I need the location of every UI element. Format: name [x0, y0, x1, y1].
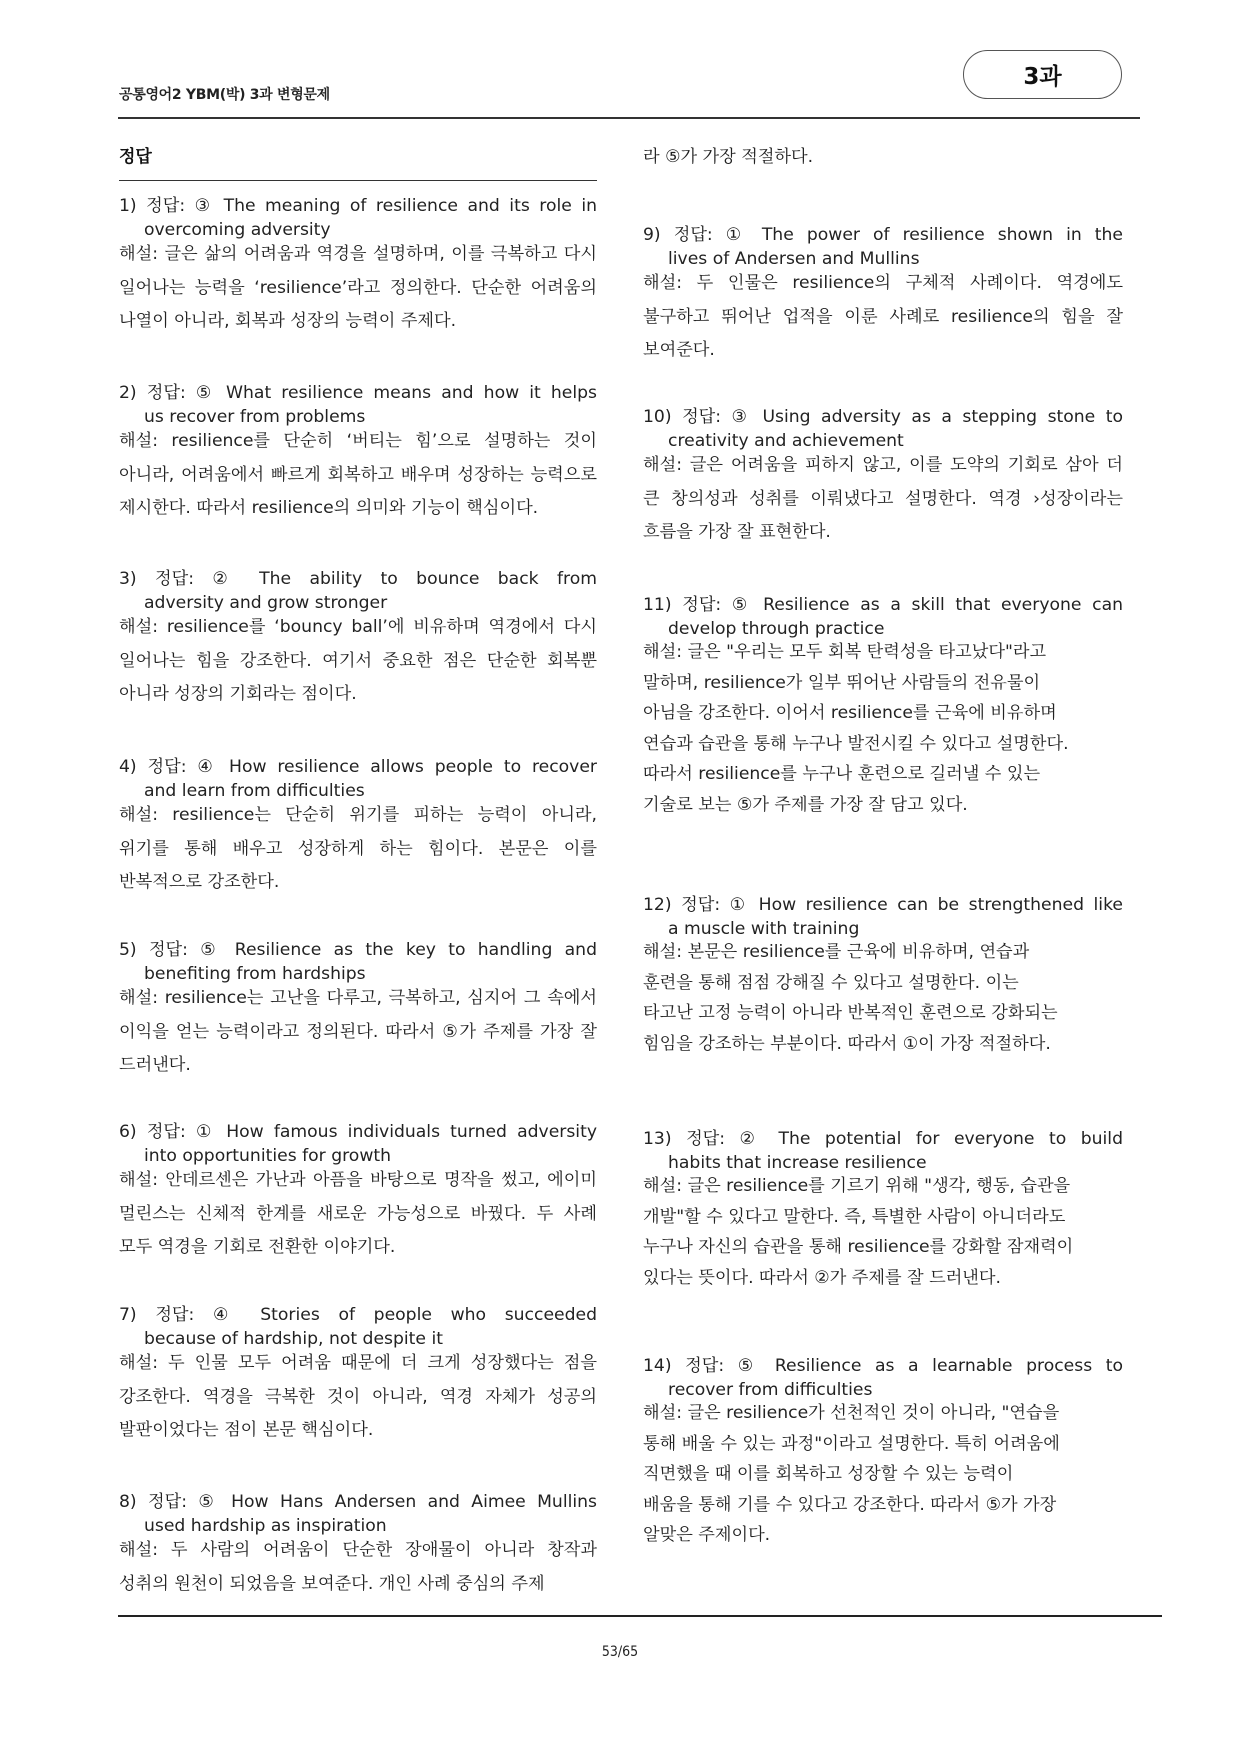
- answer-item: [119, 938, 597, 1083]
- answer-choice-text: 정답: ② The potential for everyone to build: [686, 1129, 1123, 1149]
- answer-explanation: 해설: 글은 어려움을 피하지 않고, 이를 도약의 기회로 삼아 더 큰 창의성과 성취를 이뤄냈다고 설명한다. 역경 ›성장이라는 흐름을 가장 잘 표현한다.: [643, 455, 1123, 542]
- answer-explanation-line: 알맞은 주제이다.: [643, 1525, 771, 1545]
- answer-number: 7): [119, 1305, 137, 1325]
- answer-explanation: 해설: resilience는 고난을 다루고, 극복하고, 심지어 그 속에서 이익을 얻는 능력이라고 정의된다. 따라서 ⑤가 주제를 가장 잘 드러낸다.: [119, 988, 597, 1075]
- answer-number: 13): [643, 1129, 672, 1149]
- answer-item: [119, 381, 597, 526]
- answer-explanation-line: 아님을 강조한다. 이어서 resilience를 근육에 비유하며: [643, 703, 1057, 723]
- answer-choice-continuation: into opportunities for growth: [144, 1146, 392, 1166]
- answer-choice-continuation: benefiting from hardships: [144, 964, 366, 984]
- answer-number: 11): [643, 595, 672, 615]
- answer-number: 5): [119, 940, 137, 960]
- answer-explanation-line: 해설: 본문은 resilience를 근육에 비유하며, 연습과: [643, 942, 1030, 962]
- lesson-badge: [963, 50, 1122, 99]
- answer-explanation-line: 해설: 글은 "우리는 모두 회복 탄력성을 타고났다"라고: [643, 642, 1047, 662]
- answer-choice-text: 정답: ① How famous individuals turned adversity: [146, 1122, 597, 1142]
- answer-explanation: 해설: resilience를 단순히 ‘버티는 힘’으로 설명하는 것이 아니라, 어려움에서 빠르게 회복하고 배우며 성장하는 능력으로 제시한다. 따라서 resilience의 의미와 기능이 핵심이다.: [119, 431, 597, 518]
- answer-choice-line: [643, 223, 1123, 247]
- answer-explanation-line: 말하며, resilience가 일부 뛰어난 사람들의 전유물이: [643, 672, 1041, 693]
- left-column: [119, 140, 597, 193]
- answer-explanation-line: 힘임을 강조하는 부분이다. 따라서 ①이 가장 적절하다.: [643, 1033, 1051, 1054]
- answer-item: [643, 223, 1123, 368]
- answer-choice-line: [119, 938, 597, 962]
- answer-explanation: 해설: 두 사람의 어려움이 단순한 장애물이 아니라 창작과 성취의 원천이 되었음을 보여준다. 개인 사례 중심의 주제: [119, 1540, 597, 1594]
- answer-choice-continuation: used hardship as inspiration: [144, 1516, 387, 1536]
- answer-item: [643, 1354, 1123, 1551]
- answer-choice-line: [119, 381, 597, 405]
- footer-divider: [118, 1615, 1162, 1617]
- answer-choice-continuation: a muscle with training: [668, 919, 860, 939]
- answer-item: [119, 1120, 597, 1265]
- answer-choice-line: [643, 893, 1123, 917]
- answer-explanation: 해설: resilience는 단순히 위기를 피하는 능력이 아니라, 위기를 통해 배우고 성장하게 하는 힘이다. 본문은 이를 반복적으로 강조한다.: [119, 805, 597, 892]
- answer-choice-continuation: and learn from difficulties: [144, 781, 365, 801]
- answer-explanation-line: 있다는 뜻이다. 따라서 ②가 주제를 잘 드러낸다.: [643, 1267, 1001, 1288]
- lesson-badge-label: 3과: [1023, 64, 1062, 90]
- document-header-title: 공통영어2 YBM(박) 3과 변형문제: [119, 87, 330, 103]
- answer-choice-line: [119, 567, 597, 591]
- answer-choice-continuation: because of hardship, not despite it: [144, 1329, 443, 1349]
- answer-choice-line: [119, 194, 597, 218]
- answer-explanation: 해설: 두 인물은 resilience의 구체적 사례이다. 역경에도 불구하고 뛰어난 업적을 이룬 사례로 resilience의 힘을 잘 보여준다.: [643, 273, 1123, 360]
- answer-choice-continuation: overcoming adversity: [144, 220, 331, 240]
- answer-choice-line: [643, 1354, 1123, 1378]
- answer-item: [119, 1490, 597, 1601]
- answer-number: 3): [119, 569, 137, 589]
- answer-item: [643, 405, 1123, 550]
- answer-item: [119, 194, 597, 339]
- answer-explanation: 해설: resilience를 ‘bouncy ball’에 비유하며 역경에서 다시 일어나는 힘을 강조한다. 여기서 중요한 점은 단순한 회복뿐 아니라 성장의 기회라는 점이다.: [119, 617, 597, 704]
- answer-choice-text: 정답: ③ Using adversity as a stepping stone to: [682, 407, 1123, 427]
- answer-choice-continuation: develop through practice: [668, 619, 885, 639]
- answer-explanation-line: 개발"할 수 있다고 말한다. 즉, 특별한 사람이 아니더라도: [643, 1206, 1066, 1227]
- answer-choice-continuation: recover from difficulties: [668, 1380, 873, 1400]
- answer-choice-continuation: adversity and grow stronger: [144, 593, 388, 613]
- answer-choice-continuation: habits that increase resilience: [668, 1153, 927, 1173]
- answer-explanation-line: 해설: 글은 resilience가 선천적인 것이 아니라, "연습을: [643, 1403, 1060, 1423]
- answer-choice-text: 정답: ① How resilience can be strengthened like: [681, 895, 1123, 915]
- page-number: 53/65: [601, 1644, 639, 1660]
- answer-item: [643, 1127, 1123, 1293]
- answer-explanation-line: 훈련을 통해 점점 강해질 수 있다고 설명한다. 이는: [643, 972, 1019, 993]
- answer-number: 12): [643, 895, 672, 915]
- answer-item: [119, 755, 597, 900]
- answer-choice-line: [119, 1490, 597, 1514]
- answer-explanation-line: 연습과 습관을 통해 누구나 발전시킬 수 있다고 설명한다.: [643, 733, 1069, 754]
- answer-choice-text: 정답: ⑤ How Hans Andersen and Aimee Mullins: [148, 1492, 597, 1512]
- answer-choice-line: [119, 1303, 597, 1327]
- answer-choice-text: 정답: ③ The meaning of resilience and its role in: [146, 196, 597, 216]
- answer-number: 1): [119, 196, 137, 216]
- answer-choice-text: 정답: ④ Stories of people who succeeded: [155, 1305, 597, 1325]
- section-heading: 정답: [119, 147, 152, 167]
- answer-choice-line: [643, 593, 1123, 617]
- header-divider: [118, 117, 1140, 119]
- answer-item: [643, 593, 1123, 820]
- answer-choice-continuation: lives of Andersen and Mullins: [668, 249, 920, 269]
- answer-explanation: 해설: 글은 삶의 어려움과 역경을 설명하며, 이를 극복하고 다시 일어나는 능력을 ‘resilience’라고 정의한다. 단순한 어려움의 나열이 아니라, 회복과 성장의 능력이 주제다.: [119, 244, 597, 331]
- answer-explanation-line: 배움을 통해 기를 수 있다고 강조한다. 따라서 ⑤가 가장: [643, 1494, 1057, 1515]
- answer-explanation-line: 따라서 resilience를 누구나 훈련으로 길러낼 수 있는: [643, 764, 1041, 784]
- continuation-text: 라 ⑤가 가장 적절하다.: [643, 147, 814, 167]
- answer-number: 14): [643, 1356, 672, 1376]
- answer-number: 2): [119, 383, 137, 403]
- answer-item: [119, 1303, 597, 1448]
- answer-choice-text: 정답: ⑤ Resilience as the key to handling and: [148, 940, 597, 960]
- answer-choice-text: 정답: ④ How resilience allows people to recover: [147, 757, 597, 777]
- answer-number: 4): [119, 757, 137, 777]
- answer-choice-text: 정답: ⑤ Resilience as a learnable process to: [685, 1356, 1123, 1376]
- answer-choice-line: [119, 755, 597, 779]
- section-divider: [119, 180, 597, 181]
- answer-choice-continuation: us recover from problems: [144, 407, 366, 427]
- answer-choice-continuation: creativity and achievement: [668, 431, 904, 451]
- answer-number: 8): [119, 1492, 137, 1512]
- answer-choice-text: 정답: ② The ability to bounce back from: [155, 569, 597, 589]
- answer-explanation-line: 기술로 보는 ⑤가 주제를 가장 잘 담고 있다.: [643, 794, 968, 815]
- answer-item: [119, 567, 597, 712]
- answer-item: [643, 893, 1123, 1059]
- answer-explanation-line: 직면했을 때 이를 회복하고 성장할 수 있는 능력이: [643, 1464, 1014, 1484]
- answer-choice-text: 정답: ① The power of resilience shown in the: [673, 225, 1123, 245]
- answer-number: 10): [643, 407, 672, 427]
- answer-choice-text: 정답: ⑤ Resilience as a skill that everyone can: [682, 595, 1123, 615]
- answer-number: 9): [643, 225, 661, 245]
- answer-explanation-line: 통해 배울 수 있는 과정"이라고 설명한다. 특히 어려움에: [643, 1433, 1060, 1454]
- answer-explanation: 해설: 안데르센은 가난과 아픔을 바탕으로 명작을 썼고, 에이미 멀린스는 신체적 한계를 새로운 가능성으로 바꿨다. 두 사례 모두 역경을 기회로 전환한 이야기다.: [119, 1170, 597, 1257]
- answer-explanation-line: 누구나 자신의 습관을 통해 resilience를 강화할 잠재력이: [643, 1237, 1074, 1257]
- answer-choice-text: 정답: ⑤ What resilience means and how it helps: [146, 383, 597, 403]
- answer-explanation-line: 해설: 글은 resilience를 기르기 위해 "생각, 행동, 습관을: [643, 1176, 1071, 1196]
- answer-explanation: 해설: 두 인물 모두 어려움 때문에 더 크게 성장했다는 점을 강조한다. 역경을 극복한 것이 아니라, 역경 자체가 성공의 발판이었다는 점이 본문 핵심이다.: [119, 1353, 597, 1440]
- answer-choice-line: [643, 405, 1123, 429]
- answer-choice-line: [119, 1120, 597, 1144]
- answer-number: 6): [119, 1122, 137, 1142]
- answer-explanation-line: 타고난 고정 능력이 아니라 반복적인 훈련으로 강화되는: [643, 1003, 1058, 1023]
- answer-choice-line: [643, 1127, 1123, 1151]
